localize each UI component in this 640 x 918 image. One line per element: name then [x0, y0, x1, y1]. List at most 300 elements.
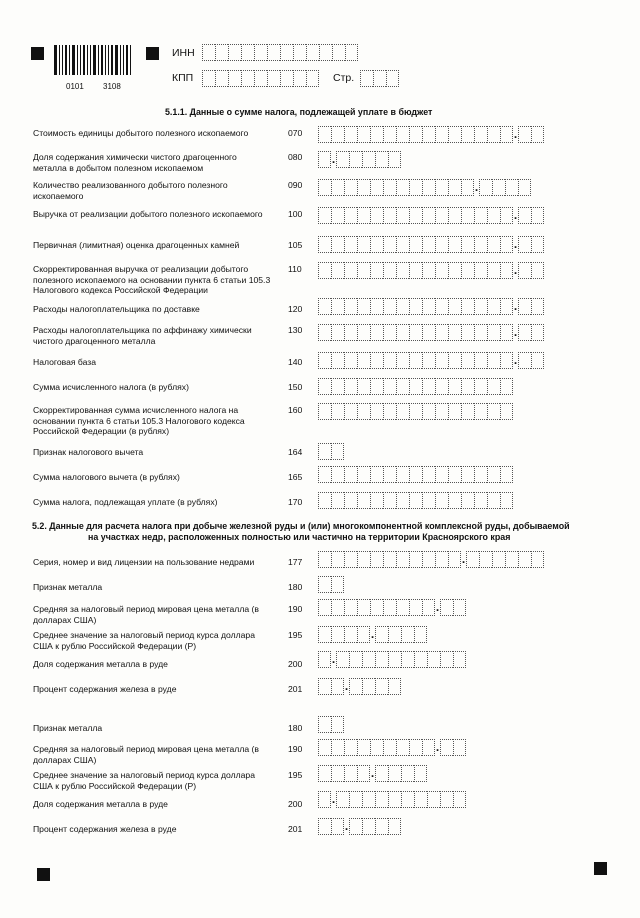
input-cell[interactable]	[318, 443, 331, 460]
input-cell[interactable]	[375, 818, 388, 835]
input-cell[interactable]	[370, 262, 383, 279]
input-cell[interactable]	[435, 551, 448, 568]
input-cell[interactable]	[453, 651, 466, 668]
input-cell[interactable]	[318, 599, 331, 616]
input-cell[interactable]	[383, 236, 396, 253]
input-cell[interactable]	[344, 298, 357, 315]
input-cell[interactable]	[254, 44, 267, 61]
input-cell[interactable]	[409, 207, 422, 224]
input-cell[interactable]	[370, 599, 383, 616]
input-cell[interactable]	[318, 818, 331, 835]
input-cell[interactable]	[318, 466, 331, 483]
input-cell[interactable]	[331, 576, 344, 593]
group2-line-195-field[interactable]	[318, 765, 427, 782]
input-cell[interactable]	[388, 818, 401, 835]
input-cell[interactable]	[487, 236, 500, 253]
input-cell[interactable]	[370, 236, 383, 253]
input-cell[interactable]	[453, 739, 466, 756]
input-cell[interactable]	[487, 492, 500, 509]
input-cell[interactable]	[370, 551, 383, 568]
input-cell[interactable]	[357, 492, 370, 509]
line-070-field[interactable]	[318, 126, 544, 143]
input-cell[interactable]	[375, 791, 388, 808]
input-cell[interactable]	[331, 678, 344, 695]
input-cell[interactable]	[401, 791, 414, 808]
input-cell[interactable]	[518, 352, 531, 369]
input-cell[interactable]	[318, 324, 331, 341]
input-cell[interactable]	[474, 262, 487, 279]
input-cell[interactable]	[362, 151, 375, 168]
input-cell[interactable]	[401, 765, 414, 782]
input-cell[interactable]	[505, 179, 518, 196]
input-cell[interactable]	[474, 492, 487, 509]
input-cell[interactable]	[461, 378, 474, 395]
input-cell[interactable]	[474, 324, 487, 341]
input-cell[interactable]	[383, 262, 396, 279]
input-cell[interactable]	[357, 551, 370, 568]
input-cell[interactable]	[435, 352, 448, 369]
input-cell[interactable]	[318, 126, 331, 143]
input-cell[interactable]	[448, 352, 461, 369]
input-cell[interactable]	[318, 739, 331, 756]
input-cell[interactable]	[318, 651, 331, 668]
input-cell[interactable]	[331, 599, 344, 616]
input-cell[interactable]	[409, 466, 422, 483]
input-cell[interactable]	[267, 44, 280, 61]
input-cell[interactable]	[531, 551, 544, 568]
input-cell[interactable]	[375, 678, 388, 695]
group2-line-201-field[interactable]	[318, 818, 401, 835]
input-cell[interactable]	[461, 352, 474, 369]
input-cell[interactable]	[383, 298, 396, 315]
input-cell[interactable]	[492, 551, 505, 568]
input-cell[interactable]	[357, 236, 370, 253]
input-cell[interactable]	[388, 678, 401, 695]
input-cell[interactable]	[505, 551, 518, 568]
input-cell[interactable]	[396, 378, 409, 395]
input-cell[interactable]	[448, 298, 461, 315]
group1-line-190-field[interactable]	[318, 599, 466, 616]
input-cell[interactable]	[375, 626, 388, 643]
input-cell[interactable]	[435, 262, 448, 279]
input-cell[interactable]	[479, 551, 492, 568]
input-cell[interactable]	[344, 324, 357, 341]
input-cell[interactable]	[357, 765, 370, 782]
input-cell[interactable]	[518, 551, 531, 568]
input-cell[interactable]	[370, 126, 383, 143]
input-cell[interactable]	[414, 791, 427, 808]
input-cell[interactable]	[357, 378, 370, 395]
input-cell[interactable]	[370, 207, 383, 224]
input-cell[interactable]	[318, 151, 331, 168]
input-cell[interactable]	[531, 262, 544, 279]
input-cell[interactable]	[422, 126, 435, 143]
input-cell[interactable]	[344, 207, 357, 224]
input-cell[interactable]	[202, 44, 215, 61]
input-cell[interactable]	[349, 791, 362, 808]
input-cell[interactable]	[409, 492, 422, 509]
input-cell[interactable]	[331, 298, 344, 315]
input-cell[interactable]	[531, 298, 544, 315]
input-cell[interactable]	[228, 70, 241, 87]
input-cell[interactable]	[518, 298, 531, 315]
input-cell[interactable]	[487, 262, 500, 279]
input-cell[interactable]	[357, 298, 370, 315]
input-cell[interactable]	[474, 378, 487, 395]
input-cell[interactable]	[409, 236, 422, 253]
input-cell[interactable]	[375, 151, 388, 168]
input-cell[interactable]	[357, 262, 370, 279]
input-cell[interactable]	[422, 739, 435, 756]
input-cell[interactable]	[500, 207, 513, 224]
input-cell[interactable]	[318, 378, 331, 395]
input-cell[interactable]	[383, 403, 396, 420]
input-cell[interactable]	[318, 791, 331, 808]
input-cell[interactable]	[448, 262, 461, 279]
input-cell[interactable]	[357, 126, 370, 143]
page-number-field[interactable]	[360, 70, 399, 87]
input-cell[interactable]	[331, 179, 344, 196]
input-cell[interactable]	[396, 179, 409, 196]
input-cell[interactable]	[409, 378, 422, 395]
group1-line-201-field[interactable]	[318, 678, 401, 695]
line-140-field[interactable]	[318, 352, 544, 369]
line-170-field[interactable]	[318, 492, 513, 509]
input-cell[interactable]	[448, 179, 461, 196]
input-cell[interactable]	[396, 207, 409, 224]
line-080-field[interactable]	[318, 151, 401, 168]
input-cell[interactable]	[487, 466, 500, 483]
input-cell[interactable]	[435, 403, 448, 420]
input-cell[interactable]	[370, 298, 383, 315]
kpp-field[interactable]	[202, 70, 319, 87]
input-cell[interactable]	[370, 352, 383, 369]
input-cell[interactable]	[370, 324, 383, 341]
input-cell[interactable]	[474, 236, 487, 253]
input-cell[interactable]	[414, 765, 427, 782]
input-cell[interactable]	[370, 403, 383, 420]
line-090-field[interactable]	[318, 179, 531, 196]
input-cell[interactable]	[215, 44, 228, 61]
input-cell[interactable]	[383, 551, 396, 568]
input-cell[interactable]	[388, 791, 401, 808]
group2-line-190-field[interactable]	[318, 739, 466, 756]
input-cell[interactable]	[479, 179, 492, 196]
input-cell[interactable]	[357, 599, 370, 616]
input-cell[interactable]	[280, 44, 293, 61]
input-cell[interactable]	[375, 651, 388, 668]
input-cell[interactable]	[440, 791, 453, 808]
input-cell[interactable]	[492, 179, 505, 196]
input-cell[interactable]	[518, 324, 531, 341]
input-cell[interactable]	[318, 716, 331, 733]
line-100-field[interactable]	[318, 207, 544, 224]
input-cell[interactable]	[500, 403, 513, 420]
line-160-field[interactable]	[318, 403, 513, 420]
line-130-field[interactable]	[318, 324, 544, 341]
input-cell[interactable]	[388, 651, 401, 668]
input-cell[interactable]	[461, 236, 474, 253]
input-cell[interactable]	[344, 492, 357, 509]
input-cell[interactable]	[422, 551, 435, 568]
input-cell[interactable]	[487, 207, 500, 224]
input-cell[interactable]	[396, 352, 409, 369]
input-cell[interactable]	[331, 492, 344, 509]
input-cell[interactable]	[427, 651, 440, 668]
input-cell[interactable]	[461, 466, 474, 483]
input-cell[interactable]	[396, 298, 409, 315]
input-cell[interactable]	[461, 179, 474, 196]
input-cell[interactable]	[318, 551, 331, 568]
input-cell[interactable]	[318, 678, 331, 695]
input-cell[interactable]	[331, 716, 344, 733]
input-cell[interactable]	[422, 599, 435, 616]
input-cell[interactable]	[362, 818, 375, 835]
input-cell[interactable]	[383, 126, 396, 143]
input-cell[interactable]	[336, 151, 349, 168]
input-cell[interactable]	[422, 466, 435, 483]
input-cell[interactable]	[409, 324, 422, 341]
input-cell[interactable]	[318, 236, 331, 253]
input-cell[interactable]	[388, 626, 401, 643]
input-cell[interactable]	[306, 70, 319, 87]
input-cell[interactable]	[344, 466, 357, 483]
input-cell[interactable]	[396, 236, 409, 253]
input-cell[interactable]	[241, 70, 254, 87]
input-cell[interactable]	[500, 126, 513, 143]
input-cell[interactable]	[331, 765, 344, 782]
input-cell[interactable]	[500, 492, 513, 509]
input-cell[interactable]	[422, 403, 435, 420]
input-cell[interactable]	[267, 70, 280, 87]
input-cell[interactable]	[241, 44, 254, 61]
input-cell[interactable]	[254, 70, 267, 87]
input-cell[interactable]	[396, 262, 409, 279]
input-cell[interactable]	[318, 262, 331, 279]
line-164-field[interactable]	[318, 443, 344, 460]
input-cell[interactable]	[422, 179, 435, 196]
input-cell[interactable]	[448, 551, 461, 568]
input-cell[interactable]	[396, 739, 409, 756]
input-cell[interactable]	[360, 70, 373, 87]
input-cell[interactable]	[518, 236, 531, 253]
input-cell[interactable]	[422, 492, 435, 509]
input-cell[interactable]	[388, 765, 401, 782]
input-cell[interactable]	[357, 324, 370, 341]
input-cell[interactable]	[518, 179, 531, 196]
input-cell[interactable]	[531, 324, 544, 341]
input-cell[interactable]	[331, 443, 344, 460]
input-cell[interactable]	[440, 739, 453, 756]
input-cell[interactable]	[396, 466, 409, 483]
input-cell[interactable]	[448, 126, 461, 143]
input-cell[interactable]	[383, 599, 396, 616]
input-cell[interactable]	[344, 626, 357, 643]
input-cell[interactable]	[531, 236, 544, 253]
input-cell[interactable]	[357, 207, 370, 224]
input-cell[interactable]	[500, 466, 513, 483]
input-cell[interactable]	[474, 352, 487, 369]
input-cell[interactable]	[422, 236, 435, 253]
input-cell[interactable]	[414, 626, 427, 643]
input-cell[interactable]	[409, 599, 422, 616]
input-cell[interactable]	[435, 207, 448, 224]
input-cell[interactable]	[531, 207, 544, 224]
input-cell[interactable]	[383, 492, 396, 509]
input-cell[interactable]	[474, 466, 487, 483]
input-cell[interactable]	[318, 179, 331, 196]
input-cell[interactable]	[409, 551, 422, 568]
input-cell[interactable]	[357, 352, 370, 369]
input-cell[interactable]	[344, 236, 357, 253]
input-cell[interactable]	[396, 492, 409, 509]
input-cell[interactable]	[435, 492, 448, 509]
input-cell[interactable]	[383, 207, 396, 224]
input-cell[interactable]	[500, 324, 513, 341]
input-cell[interactable]	[383, 466, 396, 483]
input-cell[interactable]	[440, 651, 453, 668]
input-cell[interactable]	[344, 352, 357, 369]
input-cell[interactable]	[202, 70, 215, 87]
input-cell[interactable]	[409, 298, 422, 315]
input-cell[interactable]	[370, 179, 383, 196]
input-cell[interactable]	[318, 298, 331, 315]
input-cell[interactable]	[474, 207, 487, 224]
input-cell[interactable]	[448, 378, 461, 395]
input-cell[interactable]	[396, 599, 409, 616]
input-cell[interactable]	[487, 324, 500, 341]
input-cell[interactable]	[331, 551, 344, 568]
input-cell[interactable]	[500, 352, 513, 369]
line-165-field[interactable]	[318, 466, 513, 483]
input-cell[interactable]	[500, 378, 513, 395]
input-cell[interactable]	[318, 765, 331, 782]
input-cell[interactable]	[345, 44, 358, 61]
input-cell[interactable]	[422, 207, 435, 224]
input-cell[interactable]	[357, 626, 370, 643]
input-cell[interactable]	[409, 739, 422, 756]
line-105-field[interactable]	[318, 236, 544, 253]
group1-line-180-field[interactable]	[318, 576, 344, 593]
input-cell[interactable]	[331, 352, 344, 369]
input-cell[interactable]	[349, 818, 362, 835]
input-cell[interactable]	[228, 44, 241, 61]
input-cell[interactable]	[344, 765, 357, 782]
input-cell[interactable]	[435, 236, 448, 253]
input-cell[interactable]	[448, 466, 461, 483]
input-cell[interactable]	[370, 492, 383, 509]
input-cell[interactable]	[448, 492, 461, 509]
input-cell[interactable]	[332, 44, 345, 61]
group1-line-195-field[interactable]	[318, 626, 427, 643]
input-cell[interactable]	[331, 236, 344, 253]
input-cell[interactable]	[370, 466, 383, 483]
input-cell[interactable]	[396, 324, 409, 341]
input-cell[interactable]	[375, 765, 388, 782]
input-cell[interactable]	[435, 324, 448, 341]
input-cell[interactable]	[422, 378, 435, 395]
input-cell[interactable]	[344, 403, 357, 420]
input-cell[interactable]	[500, 236, 513, 253]
input-cell[interactable]	[331, 207, 344, 224]
input-cell[interactable]	[383, 739, 396, 756]
input-cell[interactable]	[318, 403, 331, 420]
input-cell[interactable]	[448, 324, 461, 341]
input-cell[interactable]	[318, 576, 331, 593]
input-cell[interactable]	[448, 236, 461, 253]
input-cell[interactable]	[396, 126, 409, 143]
input-cell[interactable]	[370, 378, 383, 395]
input-cell[interactable]	[331, 262, 344, 279]
group2-line-180-field[interactable]	[318, 716, 344, 733]
input-cell[interactable]	[357, 739, 370, 756]
input-cell[interactable]	[409, 352, 422, 369]
input-cell[interactable]	[422, 262, 435, 279]
input-cell[interactable]	[357, 403, 370, 420]
input-cell[interactable]	[401, 651, 414, 668]
input-cell[interactable]	[396, 403, 409, 420]
input-cell[interactable]	[336, 791, 349, 808]
input-cell[interactable]	[531, 352, 544, 369]
line-120-field[interactable]	[318, 298, 544, 315]
input-cell[interactable]	[362, 791, 375, 808]
input-cell[interactable]	[362, 651, 375, 668]
input-cell[interactable]	[461, 298, 474, 315]
input-cell[interactable]	[435, 466, 448, 483]
input-cell[interactable]	[427, 791, 440, 808]
input-cell[interactable]	[453, 599, 466, 616]
input-cell[interactable]	[409, 262, 422, 279]
input-cell[interactable]	[362, 678, 375, 695]
input-cell[interactable]	[331, 739, 344, 756]
input-cell[interactable]	[453, 791, 466, 808]
input-cell[interactable]	[318, 626, 331, 643]
input-cell[interactable]	[487, 403, 500, 420]
input-cell[interactable]	[344, 126, 357, 143]
input-cell[interactable]	[466, 551, 479, 568]
input-cell[interactable]	[461, 262, 474, 279]
input-cell[interactable]	[349, 151, 362, 168]
input-cell[interactable]	[435, 126, 448, 143]
input-cell[interactable]	[487, 298, 500, 315]
input-cell[interactable]	[319, 44, 332, 61]
input-cell[interactable]	[388, 151, 401, 168]
input-cell[interactable]	[435, 298, 448, 315]
input-cell[interactable]	[331, 324, 344, 341]
input-cell[interactable]	[500, 298, 513, 315]
input-cell[interactable]	[344, 262, 357, 279]
input-cell[interactable]	[357, 466, 370, 483]
input-cell[interactable]	[409, 403, 422, 420]
input-cell[interactable]	[383, 179, 396, 196]
input-cell[interactable]	[383, 378, 396, 395]
input-cell[interactable]	[318, 207, 331, 224]
input-cell[interactable]	[409, 126, 422, 143]
input-cell[interactable]	[344, 551, 357, 568]
input-cell[interactable]	[349, 651, 362, 668]
input-cell[interactable]	[293, 70, 306, 87]
input-cell[interactable]	[474, 298, 487, 315]
input-cell[interactable]	[409, 179, 422, 196]
input-cell[interactable]	[383, 352, 396, 369]
input-cell[interactable]	[487, 378, 500, 395]
group2-line-200-field[interactable]	[318, 791, 466, 808]
group1-line-200-field[interactable]	[318, 651, 466, 668]
input-cell[interactable]	[373, 70, 386, 87]
input-cell[interactable]	[448, 403, 461, 420]
input-cell[interactable]	[370, 739, 383, 756]
input-cell[interactable]	[461, 492, 474, 509]
